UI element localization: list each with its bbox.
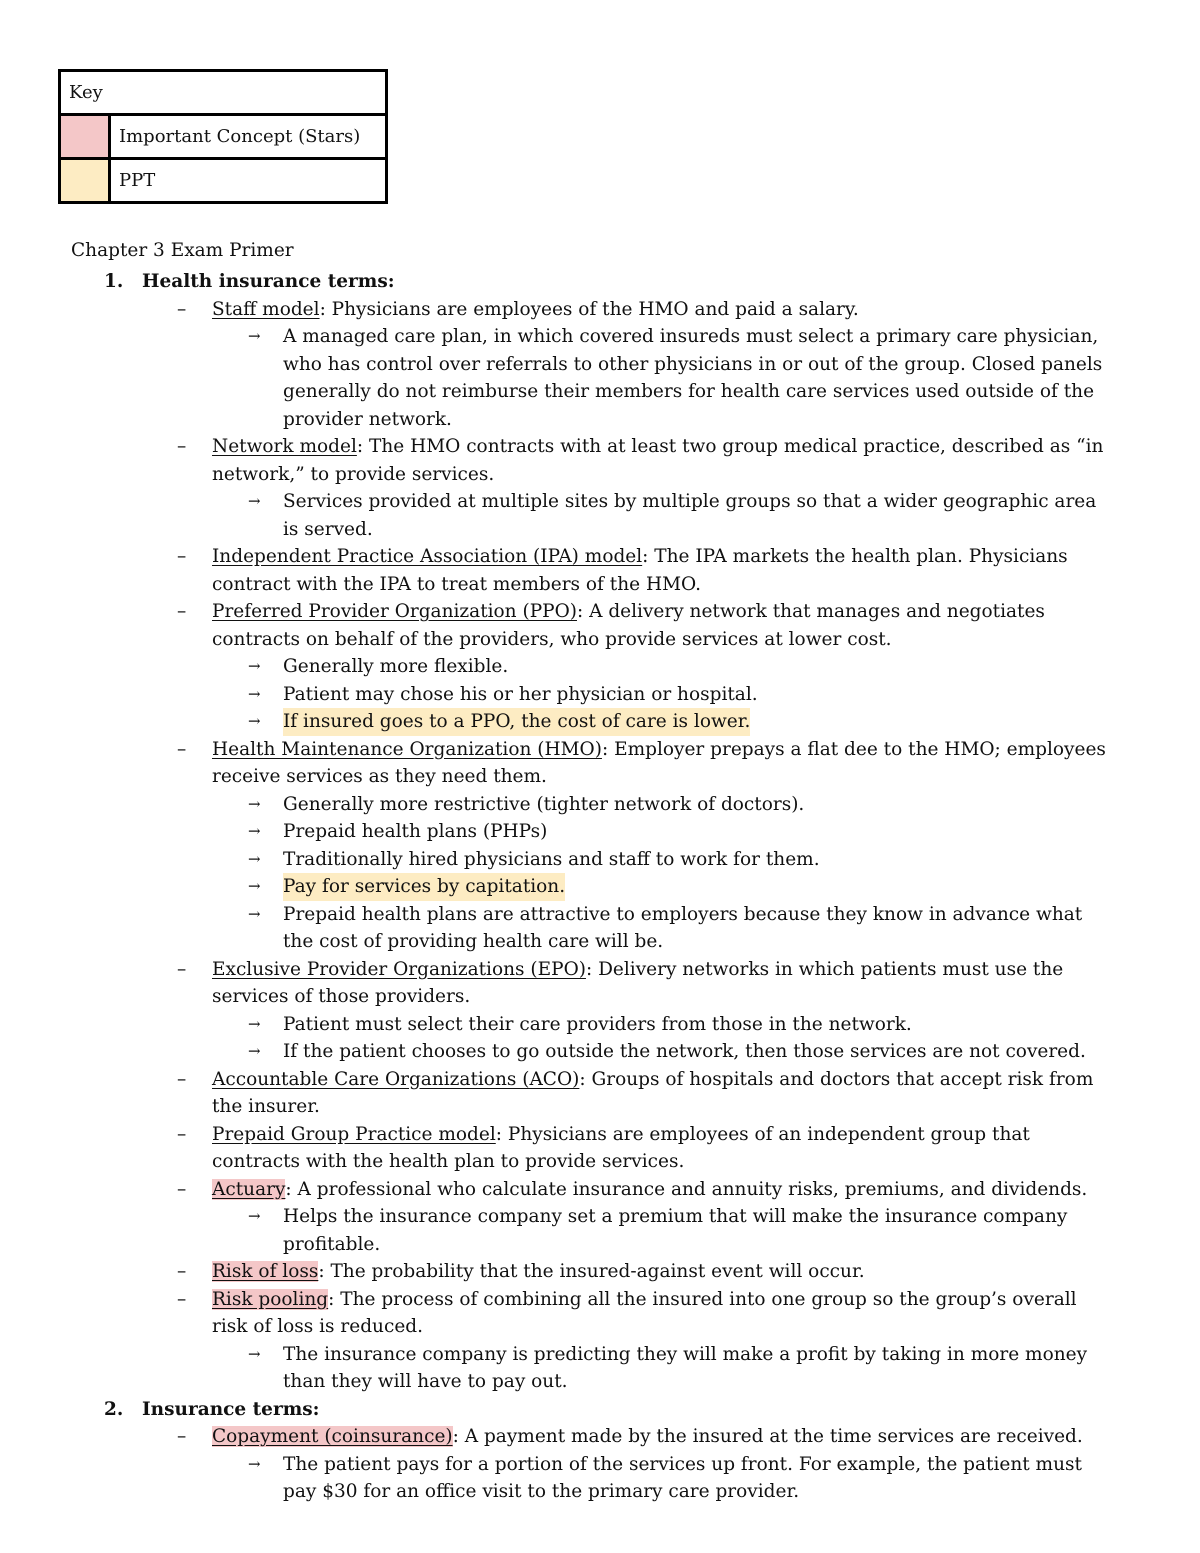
section-label: Health insurance terms: <box>142 271 395 292</box>
arrow-icon: → <box>248 849 261 868</box>
arrow-icon: → <box>248 1454 261 1473</box>
definition: network,” to provide services. <box>212 463 495 485</box>
arrow-icon: → <box>248 1014 261 1033</box>
definition: contracts on behalf of the providers, who provide services at lower cost. <box>212 628 892 650</box>
list-item <box>0 1286 1200 1314</box>
list-item <box>0 1258 1200 1286</box>
note-highlighted-ppt: If insured goes to a PPO, the cost of care is lower. <box>283 708 750 736</box>
note: Services provided at multiple sites by multiple groups so that a wider geographic area <box>283 491 1097 512</box>
note: Generally more restrictive (tighter network of doctors). <box>283 793 805 815</box>
arrow-icon: → <box>248 657 261 675</box>
list-item <box>0 1176 1200 1204</box>
sub-item <box>0 818 1200 846</box>
list-item-cont <box>0 1093 1200 1121</box>
note-highlighted-ppt: Pay for services by capitation. <box>283 873 565 901</box>
arrow-icon: → <box>248 1344 261 1363</box>
dash-bullet: – <box>177 1426 187 1447</box>
note: pay $30 for an office visit to the primary care provider. <box>283 1481 800 1502</box>
sub-item <box>0 901 1200 929</box>
list-item-cont <box>0 1148 1200 1176</box>
dash-bullet: – <box>177 958 187 980</box>
note: who has control over referrals to other physicians in or out of the group. Closed panels <box>283 353 1103 375</box>
dash-bullet: – <box>177 1123 187 1145</box>
page-title: Chapter 3 Exam Primer <box>71 240 294 261</box>
arrow-icon: → <box>248 1042 261 1060</box>
definition: : Delivery networks in which patients must use the <box>585 958 1064 980</box>
note: Traditionally hired physicians and staff to work for them. <box>283 848 820 870</box>
note: Generally more flexible. <box>283 656 509 677</box>
definition: : Physicians are employees of the HMO and paid a salary. <box>319 298 859 320</box>
note: The insurance company is predicting they will make a profit by taking in more money <box>283 1343 1088 1365</box>
dash-bullet: – <box>177 1068 187 1090</box>
sub-item <box>0 653 1200 681</box>
sub-item <box>0 846 1200 874</box>
sub-item-cont <box>0 351 1200 379</box>
section-number: 1. <box>104 271 124 292</box>
sub-item-cont <box>0 1368 1200 1396</box>
list-item <box>0 543 1200 571</box>
sub-item <box>0 1451 1200 1479</box>
term-highlighted-star: Actuary <box>212 1178 286 1200</box>
definition: receive services as they need them. <box>212 766 547 787</box>
definition: : Groups of hospitals and doctors that accept risk from <box>579 1068 1094 1090</box>
note: the cost of providing health care will be. <box>283 931 664 952</box>
term-highlighted-star: Risk of loss <box>212 1261 319 1282</box>
key-label-ppt: PPT <box>110 159 387 203</box>
sub-item <box>0 323 1200 351</box>
list-item-cont <box>0 461 1200 489</box>
note: Patient must select their care providers from those in the network. <box>283 1013 912 1035</box>
sub-item-cont <box>0 1231 1200 1259</box>
dash-bullet: – <box>177 738 187 760</box>
list-item-cont <box>0 1313 1200 1341</box>
sub-item <box>0 708 1200 736</box>
definition: risk of loss is reduced. <box>212 1316 424 1337</box>
definition: services of those providers. <box>212 986 471 1007</box>
term: Preferred Provider Organization (PPO) <box>212 601 577 622</box>
term: Prepaid Group Practice model <box>212 1123 496 1145</box>
arrow-icon: → <box>248 1207 261 1225</box>
key-row-ppt <box>60 159 387 203</box>
list-item-cont <box>0 763 1200 791</box>
arrow-icon: → <box>248 492 261 510</box>
arrow-icon: → <box>248 684 261 703</box>
key-swatch-important <box>60 115 110 159</box>
list-item <box>0 598 1200 626</box>
definition: : The IPA markets the health plan. Physicians <box>642 546 1068 567</box>
sub-item <box>0 1038 1200 1066</box>
definition: : Employer prepays a flat dee to the HMO; employees <box>601 738 1106 760</box>
arrow-icon: → <box>248 822 261 840</box>
note: provider network. <box>283 408 452 430</box>
section-heading <box>0 1396 1200 1424</box>
sub-item <box>0 1203 1200 1231</box>
note: Patient may chose his or her physician or hospital. <box>283 683 758 705</box>
key-swatch-ppt <box>60 159 110 203</box>
sub-item <box>0 791 1200 819</box>
definition: : A professional who calculate insurance and annuity risks, premiums, and dividends. <box>285 1178 1088 1200</box>
note: A managed care plan, in which covered insureds must select a primary care physician, <box>283 326 1099 347</box>
key-row-important <box>60 115 387 159</box>
list-item-cont <box>0 571 1200 599</box>
term: Independent Practice Association (IPA) model <box>212 546 643 567</box>
term: Staff model <box>212 298 320 320</box>
definition: : A delivery network that manages and negotiates <box>576 601 1045 622</box>
sub-item-cont <box>0 406 1200 434</box>
section-label: Insurance terms: <box>142 1398 320 1420</box>
sub-item-cont <box>0 928 1200 956</box>
arrow-icon: → <box>248 904 261 923</box>
definition: : The process of combining all the insured into one group so the group’s overall <box>328 1288 1077 1310</box>
note: Prepaid health plans are attractive to employers because they know in advance what <box>283 903 1083 925</box>
term-highlighted-star: Risk pooling <box>212 1288 329 1310</box>
dash-bullet: – <box>177 601 187 622</box>
arrow-icon: → <box>248 327 261 345</box>
definition: the insurer. <box>212 1096 320 1117</box>
definition: contracts with the health plan to provide services. <box>212 1151 685 1172</box>
outline <box>0 268 1200 1506</box>
sub-item <box>0 1341 1200 1369</box>
sub-item <box>0 1011 1200 1039</box>
definition: : The HMO contracts with at least two group medical practice, described as “in <box>356 436 1104 457</box>
note: Prepaid health plans (PHPs) <box>283 821 548 842</box>
key-label-important: Important Concept (Stars) <box>110 115 387 159</box>
list-item <box>0 1121 1200 1149</box>
term: Network model <box>212 436 357 457</box>
key-table <box>58 69 388 204</box>
list-item <box>0 1423 1200 1451</box>
definition: : Physicians are employees of an independent group that <box>495 1123 1030 1145</box>
arrow-icon: → <box>248 712 261 730</box>
list-item <box>0 736 1200 764</box>
definition: : A payment made by the insured at the time services are received. <box>452 1426 1083 1447</box>
dash-bullet: – <box>177 1288 187 1310</box>
note: If the patient chooses to go outside the network, then those services are not covered. <box>283 1041 1086 1062</box>
dash-bullet: – <box>177 1261 187 1282</box>
list-item <box>0 956 1200 984</box>
section-heading <box>0 268 1200 296</box>
term: Accountable Care Organizations (ACO) <box>212 1068 580 1090</box>
arrow-icon: → <box>248 877 261 895</box>
section-number: 2. <box>104 1398 124 1420</box>
list-item <box>0 433 1200 461</box>
sub-item <box>0 681 1200 709</box>
list-item <box>0 1066 1200 1094</box>
term-highlighted-star: Copayment (coinsurance) <box>212 1426 453 1447</box>
sub-item-cont <box>0 516 1200 544</box>
note: is served. <box>283 518 373 540</box>
key-header-row <box>60 71 387 115</box>
list-item-cont <box>0 626 1200 654</box>
sub-item <box>0 873 1200 901</box>
note: than they will have to pay out. <box>283 1371 568 1392</box>
term: Exclusive Provider Organizations (EPO) <box>212 958 586 980</box>
note: profitable. <box>283 1233 381 1255</box>
key-header: Key <box>60 71 387 115</box>
sub-item <box>0 488 1200 516</box>
list-item <box>0 296 1200 324</box>
term: Health Maintenance Organization (HMO) <box>212 738 602 760</box>
dash-bullet: – <box>177 546 187 567</box>
note: Helps the insurance company set a premium that will make the insurance company <box>283 1206 1068 1227</box>
note: The patient pays for a portion of the services up front. For example, the patient must <box>283 1453 1082 1475</box>
definition: contract with the IPA to treat members of the HMO. <box>212 573 702 595</box>
dash-bullet: – <box>177 298 187 320</box>
definition: : The probability that the insured-against event will occur. <box>318 1261 865 1282</box>
dash-bullet: – <box>177 1178 187 1200</box>
arrow-icon: → <box>248 794 261 813</box>
sub-item-cont <box>0 378 1200 406</box>
dash-bullet: – <box>177 436 187 457</box>
note: generally do not reimburse their members for health care services used outside of the <box>283 381 1095 402</box>
sub-item-cont <box>0 1478 1200 1506</box>
list-item-cont <box>0 983 1200 1011</box>
